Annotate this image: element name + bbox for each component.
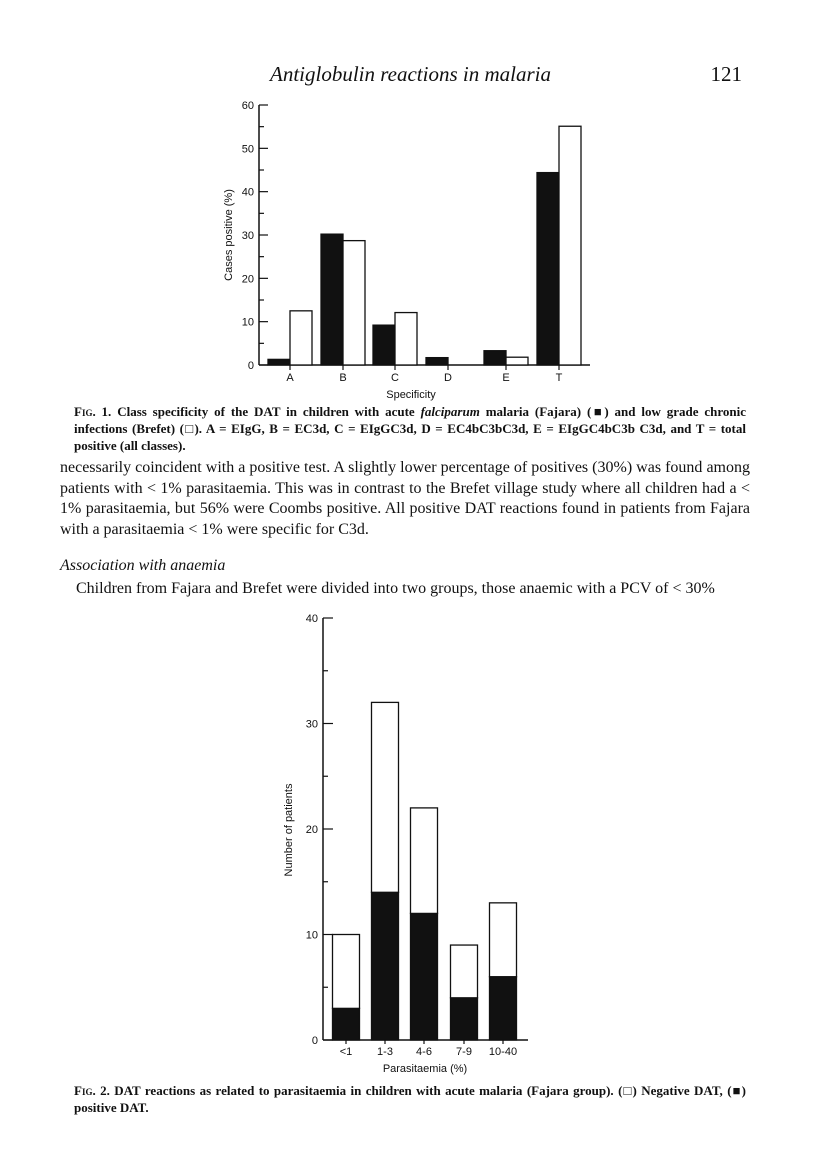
fajara-bar-T: [537, 173, 559, 365]
x-tick-label: D: [444, 372, 452, 384]
positive-dat-bar-7-9: [451, 998, 478, 1040]
x-tick-label: T: [555, 372, 563, 384]
figure-1-caption-post: malaria (Fajara) (■) and low grade chronic infections (Brefet) (□). A = EIgG, B = EC3d, C = EIgGC3d, D = EC4bC3bC3d, E = EIgGC4bC3b C3d, and T = total positive (all classes).: [74, 404, 747, 453]
negative-dat-bar-1-3: [372, 702, 399, 892]
x-tick-label: <1: [339, 1046, 353, 1058]
x-tick-label: 4-6: [416, 1046, 432, 1058]
figure-1-caption: [74, 403, 746, 454]
negative-dat-bar-4-6: [411, 808, 438, 914]
x-tick-label: B: [339, 372, 347, 384]
x-axis-title: Parasitaemia (%): [382, 1063, 468, 1075]
positive-dat-bar-10-40: [490, 977, 517, 1040]
brefet-bar-C: [395, 313, 417, 365]
figure-2-caption: [74, 1082, 746, 1116]
x-tick-label: 7-9: [456, 1046, 472, 1058]
y-tick-label: 40: [241, 186, 254, 199]
figure-2-caption-text: DAT reactions as related to parasitaemia in children with acute malaria (Fajara group). (□) Negative DAT, (■) positive DAT.: [74, 1083, 747, 1115]
figure-1-caption-pre: Class specificity of the DAT in children with acute: [117, 404, 415, 419]
y-tick-label: 20: [241, 273, 254, 286]
y-tick-label: 30: [305, 718, 318, 731]
y-tick-label: 10: [305, 929, 318, 942]
negative-dat-bar-<1: [333, 935, 360, 1009]
brefet-bar-T: [559, 126, 581, 365]
figure-2-chart: [0, 605, 816, 1080]
brefet-bar-B: [343, 241, 365, 365]
fajara-bar-D: [426, 358, 448, 365]
positive-dat-bar-1-3: [372, 892, 399, 1040]
brefet-bar-E: [506, 357, 528, 365]
fajara-bar-A: [268, 359, 290, 365]
figure-1-caption-italic: falciparum: [420, 404, 480, 419]
y-tick-label: 20: [305, 824, 318, 836]
positive-dat-bar-4-6: [411, 913, 438, 1040]
negative-dat-bar-10-40: [490, 903, 517, 977]
x-tick-label: A: [286, 372, 294, 384]
running-title: Antiglobulin reactions in malaria: [270, 62, 551, 86]
y-tick-label: 60: [241, 100, 254, 112]
y-axis-title: Number of patients: [283, 783, 295, 877]
x-tick-label: 1-3: [377, 1046, 393, 1058]
figure-1-chart: [0, 95, 816, 401]
x-tick-label: C: [391, 372, 399, 384]
section-heading: Association with anaemia: [60, 557, 226, 574]
figure-2-label: Fig. 2.: [74, 1083, 110, 1098]
x-tick-label: 10-40: [488, 1046, 518, 1058]
negative-dat-bar-7-9: [451, 945, 478, 998]
brefet-bar-A: [290, 311, 312, 365]
page-number: 121: [710, 62, 742, 86]
section-text: Children from Fajara and Brefet were divided into two groups, those anaemic with a PCV of < 30%: [76, 580, 715, 597]
y-tick-label: 0: [311, 1035, 318, 1047]
fajara-bar-C: [373, 325, 395, 365]
x-tick-label: E: [502, 372, 510, 384]
running-head: [0, 62, 816, 92]
x-axis-title: Specificity: [386, 389, 436, 401]
positive-dat-bar-<1: [333, 1008, 360, 1040]
y-tick-label: 0: [247, 360, 254, 372]
fajara-bar-E: [484, 351, 506, 365]
y-tick-label: 50: [241, 143, 254, 156]
y-tick-label: 40: [305, 613, 318, 625]
fajara-bar-B: [321, 234, 343, 365]
body-paragraph: necessarily coincident with a positive test. A slightly lower percentage of positives (30%) was found among patients with < 1% parasitaemia. This was in contrast to the Brefet village study where all children had a < 1% parasitaemia, but 56% were Coombs positive. All positive DAT reactions found in patients from Fajara with a parasitaemia < 1% were specific for C3d.: [60, 459, 750, 538]
y-tick-label: 10: [241, 316, 254, 329]
y-tick-label: 30: [241, 230, 254, 242]
y-axis-title: Cases positive (%): [223, 189, 235, 281]
figure-1-label: Fig. 1.: [74, 404, 112, 419]
